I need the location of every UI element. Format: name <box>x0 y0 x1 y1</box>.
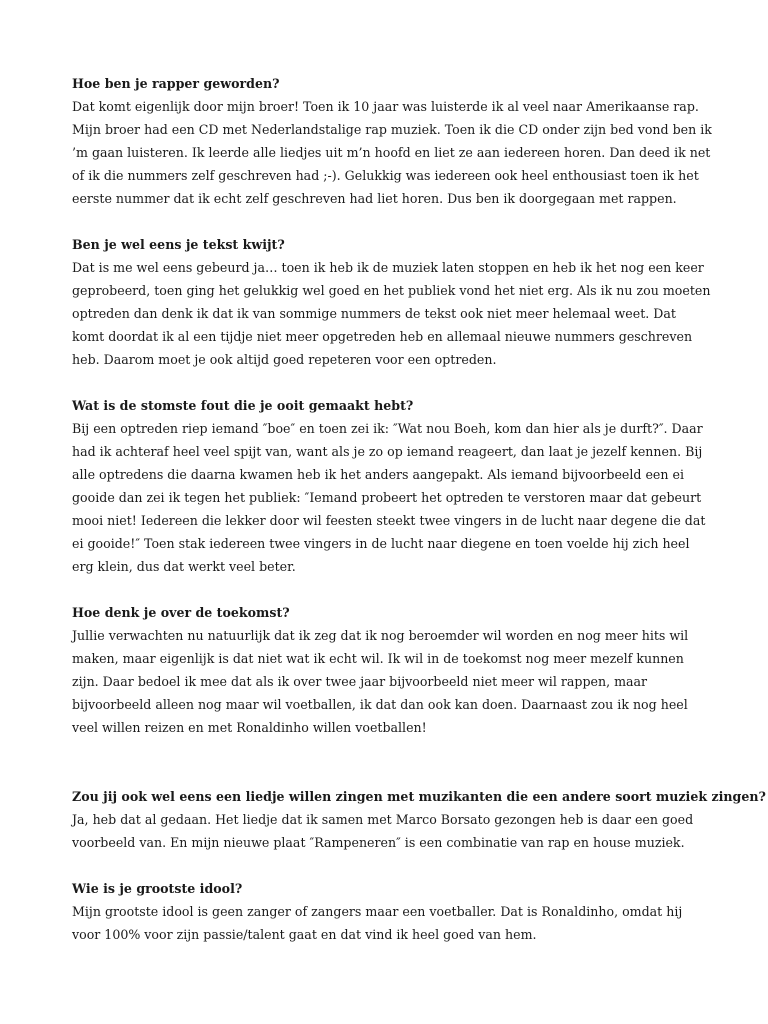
question-heading: Wie is je grootste idool? <box>72 881 243 896</box>
paragraph-spacer <box>72 371 712 394</box>
paragraph-spacer <box>72 854 712 877</box>
qa-section-toekomst <box>72 601 712 739</box>
question-heading: Wat is de stomste fout die je ooit gemaakt hebt? <box>72 398 414 413</box>
answer-paragraph: Ja, heb dat al gedaan. Het liedje dat ik samen met Marco Borsato gezongen heb is daar een goed voorbeeld van. En mijn nieuwe plaat ″Rampeneren″ is een combinatie van rap en house muziek. <box>72 812 694 850</box>
document-page <box>72 72 766 946</box>
paragraph-spacer <box>72 578 712 601</box>
answer-paragraph: Dat is me wel eens gebeurd ja… toen ik heb ik de muziek laten stoppen en heb ik het nog een keer geprobeerd, toen ging het gelukkig wel goed en het publiek vond het niet erg. Als ik nu zou moeten optreden dan denk ik dat ik van sommige nummers de tekst ook niet meer helemaal weet. Dat komt doordat ik al een tijdje niet meer opgetreden heb en allemaal nieuwe nummers geschreven heb. Daarom moet je ook altijd goed repeteren voor een optreden. <box>72 260 711 367</box>
question-heading: Zou jij ook wel eens een liedje willen zingen met muzikanten die een andere soort muziek zingen? <box>72 789 766 804</box>
paragraph-spacer <box>72 210 712 233</box>
question-heading: Hoe ben je rapper geworden? <box>72 76 280 91</box>
paragraph-spacer <box>72 739 712 785</box>
qa-section-stomste-fout <box>72 394 712 578</box>
answer-paragraph: Bij een optreden riep iemand ″boe″ en toen zei ik: ″Wat nou Boeh, kom dan hier als je durft?″. Daar had ik achteraf heel veel spijt van, want als je zo op iemand reageert, dan laat je jezelf kennen. Bij alle optredens die daarna kwamen heb ik het anders aangepakt. Als iemand bijvoorbeeld een ei gooide dan zei ik tegen het publiek: ″Iemand probeert het optreden te verstoren maar dat gebeurt mooi niet! Iedereen die lekker door wil feesten steekt twee vingers in de lucht naar degene die dat ei gooide!″ Toen stak iedereen twee vingers in de lucht naar diegene en toen voelde hij zich heel erg klein, dus dat werkt veel beter. <box>72 421 706 574</box>
answer-paragraph: Mijn grootste idool is geen zanger of zangers maar een voetballer. Dat is Ronaldinho, omdat hij voor 100% voor zijn passie/talent gaat en dat vind ik heel goed van hem. <box>72 904 683 942</box>
question-heading: Hoe denk je over de toekomst? <box>72 605 290 620</box>
qa-section-rapper <box>72 72 712 210</box>
qa-section-andere-muziek <box>72 785 766 854</box>
qa-section-tekst-kwijt <box>72 233 712 371</box>
question-heading: Ben je wel eens je tekst kwijt? <box>72 237 285 252</box>
qa-section-idool <box>72 877 712 946</box>
answer-paragraph: Jullie verwachten nu natuurlijk dat ik zeg dat ik nog beroemder wil worden en nog meer hits wil maken, maar eigenlijk is dat niet wat ik echt wil. Ik wil in de toekomst nog meer mezelf kunnen zijn. Daar bedoel ik mee dat als ik over twee jaar bijvoorbeeld niet meer wil rappen, maar bijvoorbeeld alleen nog maar wil voetballen, ik dat dan ook kan doen. Daarnaast zou ik nog heel veel willen reizen en met Ronaldinho willen voetballen! <box>72 628 689 735</box>
answer-paragraph: Dat komt eigenlijk door mijn broer! Toen ik 10 jaar was luisterde ik al veel naar Amerikaanse rap. Mijn broer had een CD met Nederlandstalige rap muziek. Toen ik die CD onder zijn bed vond ben ik ’m gaan luisteren. Ik leerde alle liedjes uit m’n hoofd en liet ze aan iedereen horen. Dan deed ik net of ik die nummers zelf geschreven had ;-). Gelukkig was iedereen ook heel enthousiast toen ik het eerste nummer dat ik echt zelf geschreven had liet horen. Dus ben ik doorgegaan met rappen. <box>72 99 712 206</box>
